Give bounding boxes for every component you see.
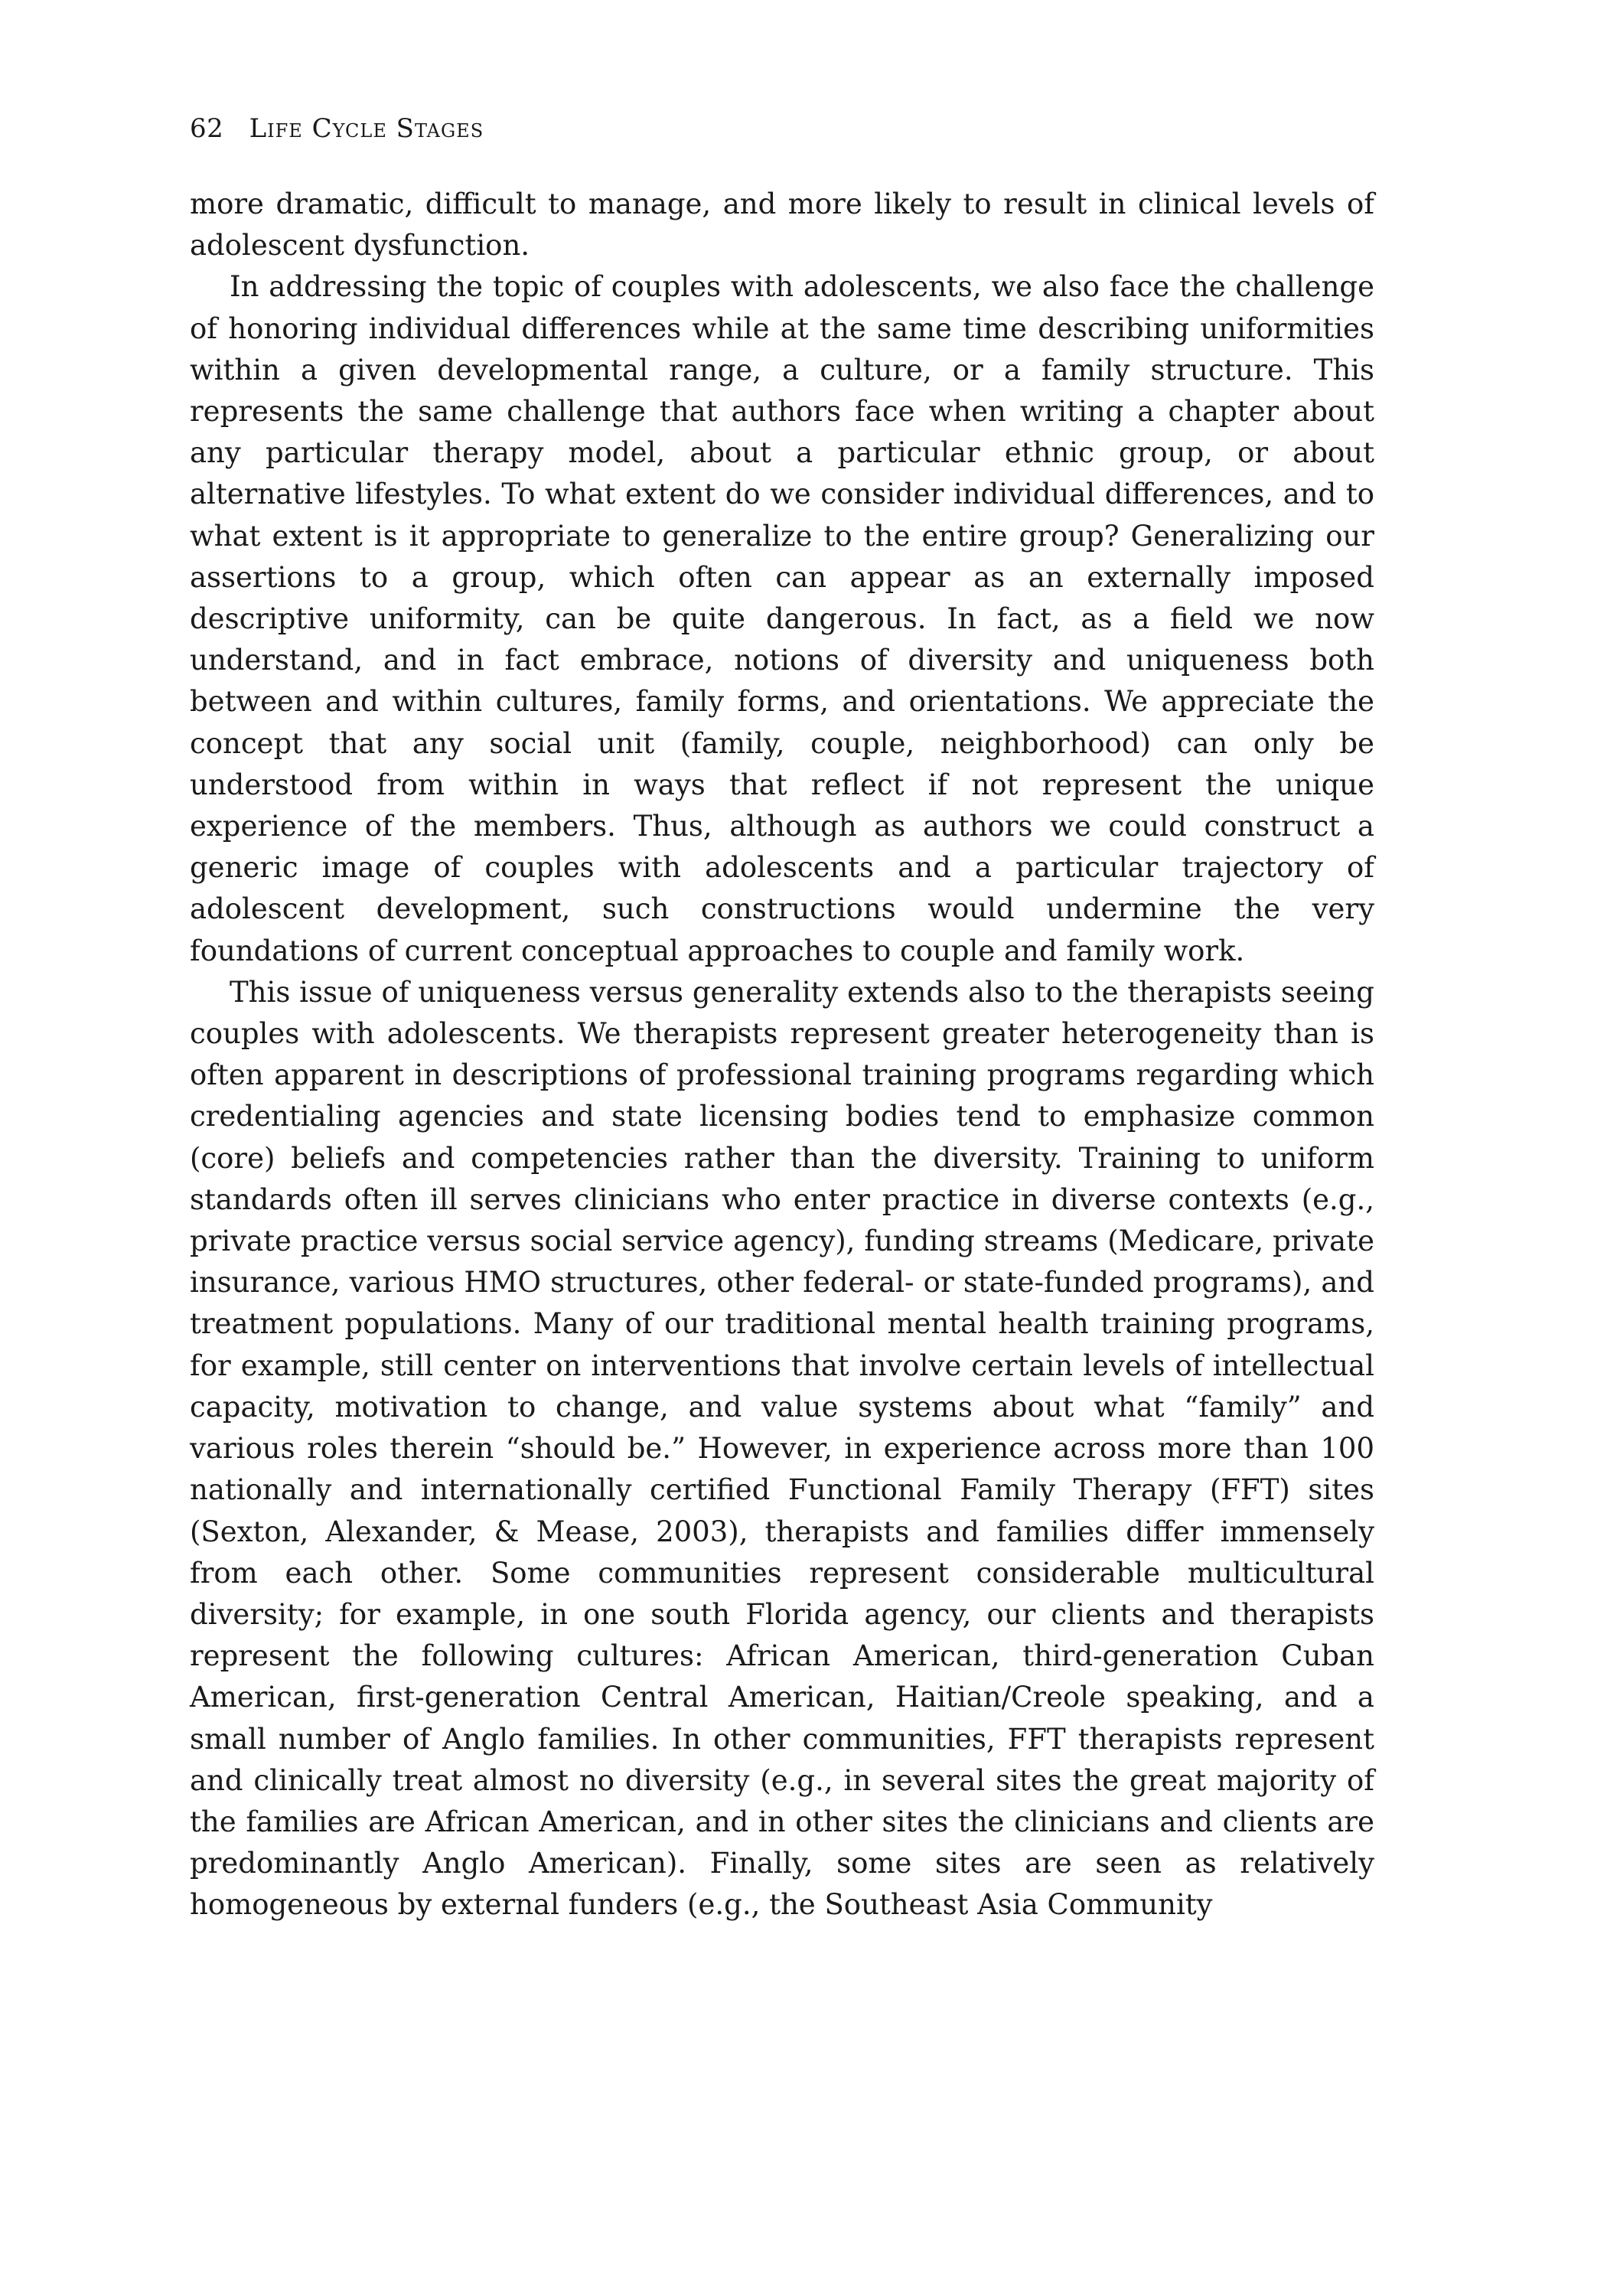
paragraph-uniqueness-versus-generality: This issue of uniqueness versus generality extends also to the therapists seeing couples with adolescents. We therapists represent greater heterogeneity than is often apparent in descriptions of professional training programs regarding which credentialing agencies and state licensing bodies tend to emphasize common (core) beliefs and competencies rather than the diversity. Training to uniform standards often ill serves clinicians who enter practice in diverse contexts (e.g., private practice versus social service agency), funding streams (Medicare, private insurance, various HMO structures, other federal- or state-funded programs), and treatment populations. Many of our traditional mental health training programs, for example, still center on interventions that involve certain levels of intellectual capacity, motivation to change, and value systems about what “family” and various roles therein “should be.” However, in experience across more than 100 nationally and internationally certified Functional Family Therapy (FFT) sites (Sexton, Alexander, & Mease, 2003), therapists and families differ immensely from each other. Some communities represent considerable multicultural diversity; for example, in one south Florida agency, our clients and therapists represent the following cultures: African American, third-generation Cuban American, first-generation Central American, Haitian/Creole speaking, and a small number of Anglo families. In other communities, FFT therapists represent and clinically treat almost no diversity (e.g., in several sites the great majority of the families are African American, and in other sites the clinicians and clients are predominantly Anglo American). Finally, some sites are seen as relatively homogeneous by external funders (e.g., the Southeast Asia Community [190, 975, 1374, 1922]
running-title: Life Cycle Stages [249, 113, 484, 144]
paragraph-couples-with-adolescents: In addressing the topic of couples with adolescents, we also face the challenge of honoring individual differences while at the same time describing uniformities within a given developmental range, a culture, or a family structure. This represents the same challenge that authors face when writing a chapter about any particular therapy model, about a particular ethnic group, or about alternative lifestyles. To what extent do we consider individual differences, and to what extent is it appropriate to generalize to the entire group? Generalizing our assertions to a group, which often can appear as an externally imposed descriptive uniformity, can be quite dangerous. In fact, as a field we now understand, and in fact embrace, notions of diversity and uniqueness both between and within cultures, family forms, and orientations. We appreciate the concept that any social unit (family, couple, neighborhood) can only be understood from within in ways that reflect if not represent the unique experience of the members. Thus, although as authors we could construct a generic image of couples with adolescents and a particular trajectory of adolescent development, such constructions would undermine the very foundations of current conceptual approaches to couple and family work. [190, 270, 1374, 967]
body-text [190, 184, 1374, 1926]
page-number: 62 [190, 113, 224, 144]
running-head [190, 113, 484, 144]
paragraph-continued: more dramatic, difficult to manage, and more likely to result in clinical levels of adolescent dysfunction. [190, 188, 1374, 263]
